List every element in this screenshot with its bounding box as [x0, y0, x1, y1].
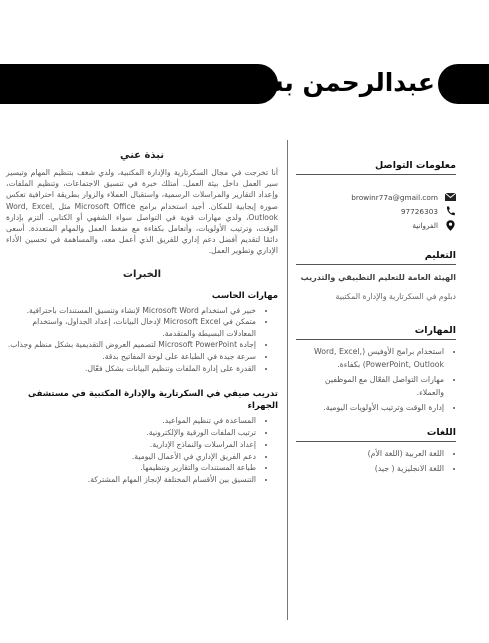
candidate-name: عبدالرحمن بشير	[233, 68, 435, 97]
list-item: • القدرة على إدارة الملفات وتنظيم البيانات بشكل فعّال.	[6, 363, 256, 374]
skills-title: المهارات	[296, 325, 456, 340]
main-column	[6, 150, 278, 486]
list-item: • استخدام برامج الأوفيس (Word, Excel, PowerPoint, Outlook) بكفاءة.	[296, 346, 444, 371]
mail-icon	[444, 192, 456, 202]
education-section	[296, 250, 456, 303]
training-title: تدريب صيفي في السكرتارية والإدارة المكتبية في مستشفى الجهراء	[27, 389, 278, 412]
languages-title: اللغات	[296, 427, 456, 442]
list-item: • اللغة الانجليزية ( جيد)	[296, 463, 444, 476]
list-item: • دعم الفريق الإداري في الأعمال اليومية.	[6, 451, 256, 462]
computer-skills-list	[6, 305, 278, 375]
computer-skills-title: مهارات الحاسب	[211, 290, 278, 301]
about-text: أنا تخرجت في مجال السكرتارية والإدارة المكتبية، ولدي شغف بتنظيم المهام وتيسير سير العمل داخل بيئة العمل. أمتلك خبرة في تنسيق الاجتماعات، وتنظيم الملفات، وإعداد التقارير والمراسلات الرسمية، واستقبال العملاء والزوار بطريقة احترافية تعكس صورة إيجابية للمكان. أجيد استخدام برامج Microsoft Office مثل Word, Excel, Outlook، ولدي مهارات قوية في التواصل سواء الشفهي أو الكتابي. ألتزم بإدارة الوقت، وترتيب الأولويات، وأتعامل بكفاءة مع ضغط العمل والمهام المتعددة. أسعى دائمًا لتقديم أفضل دعم إداري للفريق الذي أعمل معه، والمساهمة في تحسين الأداء الإداري وتطوير العمل.	[6, 168, 278, 256]
languages-section	[296, 427, 456, 476]
education-title: التعليم	[296, 250, 456, 265]
sidebar-column	[296, 150, 456, 479]
list-item: • المساعدة في تنظيم المواعيد.	[6, 415, 256, 426]
list-item: • متمكن في Microsoft Excel لإدخال البيانات، إعداد الجداول، واستخدام المعادلات البسيطة والمتقدمة.	[6, 316, 256, 338]
list-item: • إجادة Microsoft PowerPoint لتصميم العروض التقديمية بشكل منظم وجذاب.	[6, 339, 256, 350]
contact-section	[296, 160, 456, 230]
contact-title: معلومات التواصل	[296, 160, 456, 175]
column-divider	[287, 140, 288, 620]
contact-phone: 97726303	[400, 206, 438, 216]
contact-location: الفروانية	[412, 220, 438, 230]
list-item: • ترتيب الملفات الورقية والإلكترونية.	[6, 427, 256, 438]
header-bar-right	[438, 64, 489, 104]
list-item: • إدارة الوقت وترتيب الأولويات اليومية.	[296, 402, 444, 415]
list-item: • طباعة المستندات والتقارير وتنظيمها.	[6, 462, 256, 473]
about-title: نبذة عني	[119, 150, 165, 161]
list-item: • إعداد المراسلات والنماذج الإدارية.	[6, 439, 256, 450]
training-list	[6, 415, 278, 485]
location-icon	[444, 220, 456, 230]
contact-email: browinr77a@gmail.com	[351, 192, 438, 202]
contact-location-row	[296, 220, 456, 230]
list-item: • سرعة جيدة في الطباعة على لوحة المفاتيح بدقة.	[6, 351, 256, 362]
education-degree: دبلوم في السكرتارية والإدارة المكتبية	[335, 292, 456, 301]
list-item: • اللغة العربية (اللغة الأم)	[296, 448, 444, 461]
languages-list	[296, 448, 456, 476]
contact-email-row[interactable]	[296, 192, 456, 202]
skills-list	[296, 346, 456, 415]
list-item: • التنسيق بين الأقسام المختلفة لإنجاز المهام المشتركة.	[6, 474, 256, 485]
experience-title: الخبرات	[122, 268, 162, 280]
list-item: • مهارات التواصل الفعّال مع الموظفين والعملاء.	[296, 374, 444, 399]
contact-phone-row[interactable]	[296, 206, 456, 216]
list-item: • خبير في استخدام Microsoft Word لإنشاء وتنسيق المستندات باحترافية.	[6, 305, 256, 316]
education-institution: الهيئة العامة للتعليم التطبيقي والتدريب	[300, 273, 456, 282]
phone-icon	[444, 206, 456, 216]
skills-section	[296, 325, 456, 415]
